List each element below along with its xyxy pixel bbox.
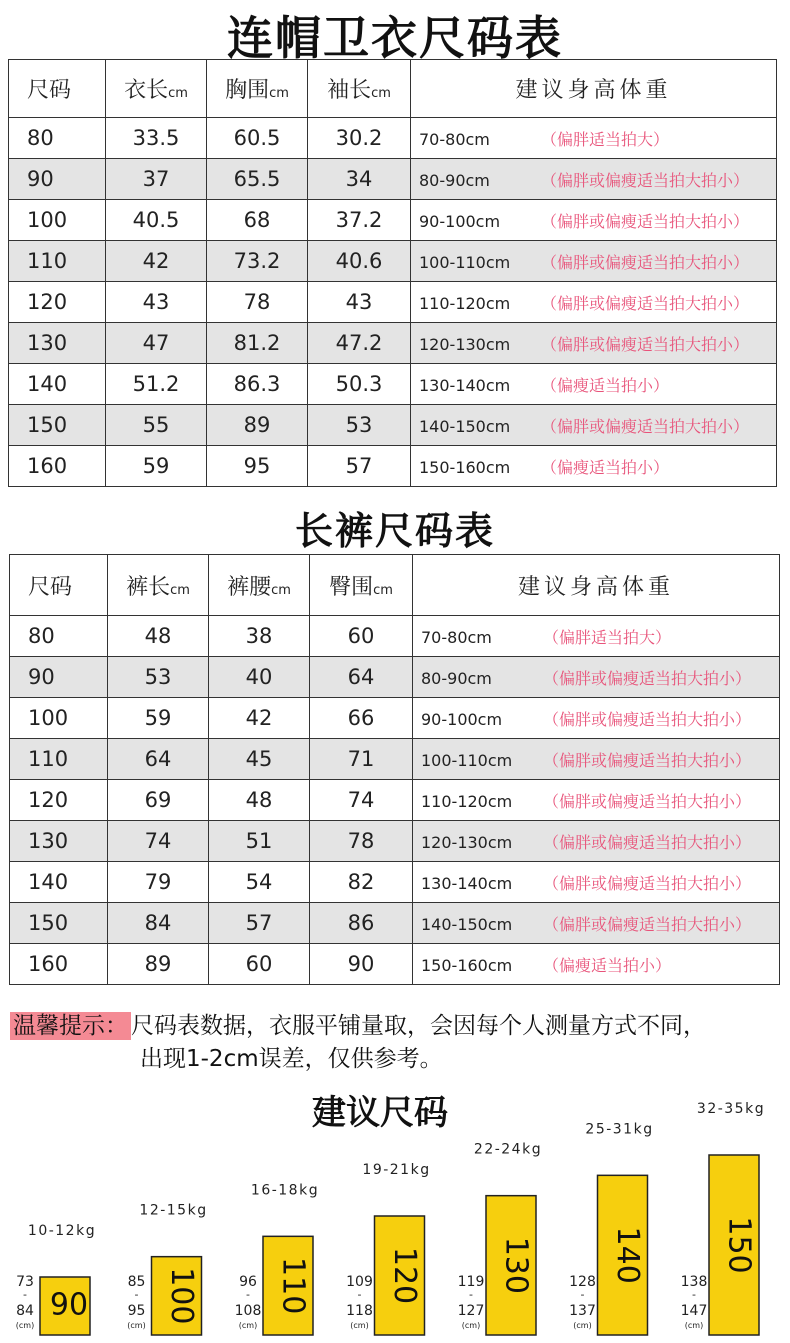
hoodie-value-chest: 73.2: [233, 249, 281, 273]
hoodie-value-length: 51.2: [132, 372, 180, 396]
pants-cell-length: [108, 944, 209, 985]
pants-value-size: 120: [28, 788, 69, 812]
height-max-label: 118: [346, 1303, 373, 1319]
height-min-label: 96: [239, 1274, 257, 1290]
hoodie-value-chest: 89: [243, 413, 271, 437]
height-dash: -: [580, 1288, 585, 1301]
hoodie-header-label: 衣长: [124, 78, 169, 103]
pants-value-size: 160: [28, 952, 69, 976]
hoodie-cell-recommend: [411, 282, 777, 323]
height-unit-label: (cm): [350, 1321, 369, 1330]
pants-fit-note: （偏胖或偏瘦适当拍大拍小）: [543, 873, 752, 893]
pants-header-cell: [209, 555, 310, 616]
pants-value-waist: 42: [245, 706, 273, 730]
hoodie-fit-note: （偏瘦适当拍小）: [541, 457, 670, 477]
pants-value-waist: 45: [245, 747, 273, 771]
pants-cell-hip: [310, 862, 413, 903]
hoodie-fit-note: （偏胖适当拍大）: [541, 129, 670, 149]
pants-cell-waist: [209, 821, 310, 862]
table-row: [9, 323, 777, 364]
height-dash: -: [23, 1288, 27, 1301]
pants-header-label: 臀围: [329, 574, 374, 600]
table-row: [10, 698, 780, 739]
pants-cell-waist: [209, 903, 310, 944]
size-bar-label: 120: [387, 1246, 422, 1305]
pants-cell-hip: [310, 739, 413, 780]
hoodie-value-sleeve: 53: [345, 413, 373, 437]
pants-cell-recommend: [413, 903, 780, 944]
pants-cell-recommend: [413, 944, 780, 985]
pants-cell-waist: [209, 944, 310, 985]
pants-height-range: 100-110cm: [421, 750, 513, 770]
hoodie-fit-note: （偏胖或偏瘦适当拍大拍小）: [541, 416, 750, 436]
height-min-label: 128: [569, 1274, 596, 1290]
pants-header-unit: cm: [170, 582, 190, 598]
pants-fit-note: （偏胖或偏瘦适当拍大拍小）: [543, 668, 752, 688]
pants-cell-size: [10, 821, 108, 862]
table-row: [10, 821, 780, 862]
weight-label: 10-12kg: [27, 1223, 97, 1239]
pants-fit-note: （偏胖或偏瘦适当拍大拍小）: [543, 791, 752, 811]
hoodie-size-table: [8, 59, 777, 487]
height-max-label: 147: [680, 1303, 708, 1319]
pants-height-range: 70-80cm: [421, 627, 492, 647]
pants-value-hip: 74: [347, 788, 375, 812]
hoodie-cell-size: [9, 364, 106, 405]
pants-value-hip: 78: [347, 829, 375, 853]
hoodie-size-chart-title: 连帽卫衣尺码表: [227, 11, 563, 65]
pants-fit-note: （偏瘦适当拍小）: [543, 955, 672, 975]
hoodie-height-range: 90-100cm: [419, 211, 501, 231]
hoodie-value-sleeve: 47.2: [335, 331, 383, 355]
hoodie-cell-length: [106, 200, 207, 241]
pants-value-hip: 64: [347, 665, 375, 689]
recommended-size-chart: [0, 1080, 790, 1343]
hoodie-cell-sleeve: [308, 364, 411, 405]
hoodie-cell-chest: [207, 405, 308, 446]
pants-value-hip: 90: [347, 952, 375, 976]
hoodie-value-size: 150: [27, 413, 68, 437]
pants-cell-length: [108, 657, 209, 698]
hoodie-cell-length: [106, 282, 207, 323]
pants-value-size: 140: [28, 870, 69, 894]
table-row: [9, 200, 777, 241]
pants-header-label: 尺码: [28, 574, 73, 600]
pants-size-chart-title: 长裤尺码表: [294, 509, 495, 553]
pants-header-row: [10, 555, 780, 616]
hoodie-cell-chest: [207, 159, 308, 200]
size-bar-label: 130: [498, 1236, 534, 1294]
height-unit-label: (cm): [127, 1321, 146, 1330]
pants-header-cell: [10, 555, 108, 616]
pants-value-waist: 40: [245, 665, 273, 689]
pants-cell-size: [10, 616, 108, 657]
hoodie-value-sleeve: 37.2: [335, 208, 383, 232]
pants-height-range: 150-160cm: [421, 955, 513, 975]
weight-label: 12-15kg: [139, 1202, 208, 1219]
pants-value-waist: 60: [245, 952, 273, 976]
hoodie-value-size: 110: [27, 249, 68, 273]
size-bar-label: 100: [164, 1267, 199, 1325]
hoodie-value-chest: 68: [243, 208, 271, 232]
hoodie-cell-length: [106, 159, 207, 200]
hoodie-cell-recommend: [411, 405, 777, 446]
hoodie-cell-length: [106, 405, 207, 446]
hoodie-value-chest: 95: [243, 454, 271, 478]
warm-tip-line-1: 尺码表数据，衣服平铺量取，会因每个人测量方式不同，: [131, 1013, 706, 1039]
hoodie-value-length: 47: [142, 331, 170, 355]
height-min-label: 138: [680, 1274, 708, 1290]
hoodie-cell-size: [9, 323, 106, 364]
pants-header-unit: cm: [373, 582, 393, 598]
pants-header-label: 裤腰: [227, 574, 272, 600]
hoodie-cell-size: [9, 446, 106, 487]
pants-cell-hip: [310, 657, 413, 698]
pants-value-length: 89: [144, 952, 172, 976]
height-unit-label: (cm): [15, 1321, 35, 1330]
pants-value-waist: 57: [245, 911, 273, 935]
pants-cell-size: [10, 780, 108, 821]
hoodie-cell-recommend: [411, 118, 777, 159]
hoodie-value-chest: 65.5: [233, 167, 281, 191]
pants-header-label: 裤长: [126, 574, 171, 600]
hoodie-cell-length: [106, 446, 207, 487]
hoodie-value-sleeve: 57: [345, 454, 373, 478]
hoodie-cell-chest: [207, 364, 308, 405]
table-row: [10, 862, 780, 903]
hoodie-cell-length: [106, 241, 207, 282]
pants-header-unit: cm: [271, 582, 291, 598]
hoodie-header-cell: [207, 60, 308, 118]
hoodie-header-cell: [106, 60, 207, 118]
pants-cell-size: [10, 698, 108, 739]
height-dash: -: [692, 1288, 696, 1301]
hoodie-cell-chest: [207, 118, 308, 159]
pants-value-size: 130: [28, 829, 69, 853]
pants-cell-hip: [310, 903, 413, 944]
height-max-label: 127: [457, 1303, 485, 1319]
hoodie-cell-sleeve: [308, 405, 411, 446]
hoodie-value-length: 37: [142, 167, 170, 191]
pants-value-length: 69: [144, 788, 172, 812]
hoodie-fit-note: （偏胖或偏瘦适当拍大拍小）: [541, 170, 750, 190]
warm-tip-line-2: 出现1-2cm误差，仅供参考。: [140, 1046, 443, 1072]
hoodie-value-length: 43: [142, 290, 170, 314]
hoodie-height-range: 100-110cm: [419, 252, 511, 272]
hoodie-cell-chest: [207, 446, 308, 487]
pants-height-range: 90-100cm: [421, 709, 503, 729]
hoodie-value-chest: 60.5: [233, 126, 281, 150]
hoodie-value-sleeve: 50.3: [335, 372, 383, 396]
pants-header-cell: [310, 555, 413, 616]
hoodie-header-unit: cm: [371, 86, 391, 101]
pants-header-cell: [413, 555, 780, 616]
hoodie-cell-sleeve: [308, 323, 411, 364]
hoodie-value-chest: 81.2: [233, 331, 281, 355]
pants-height-range: 120-130cm: [421, 832, 513, 852]
hoodie-cell-length: [106, 364, 207, 405]
table-row: [10, 903, 780, 944]
hoodie-cell-size: [9, 282, 106, 323]
hoodie-cell-size: [9, 118, 106, 159]
hoodie-cell-recommend: [411, 159, 777, 200]
pants-height-range: 130-140cm: [421, 873, 513, 893]
pants-cell-waist: [209, 780, 310, 821]
pants-value-length: 84: [144, 911, 172, 935]
hoodie-height-range: 140-150cm: [419, 416, 511, 436]
height-unit-label: (cm): [573, 1321, 592, 1330]
hoodie-value-size: 160: [27, 454, 68, 478]
pants-cell-recommend: [413, 698, 780, 739]
pants-cell-length: [108, 821, 209, 862]
hoodie-cell-recommend: [411, 200, 777, 241]
hoodie-cell-recommend: [411, 364, 777, 405]
weight-label: 25-31kg: [585, 1121, 654, 1138]
hoodie-value-length: 40.5: [132, 208, 180, 232]
pants-value-hip: 66: [347, 706, 375, 730]
table-row: [9, 159, 777, 200]
pants-cell-length: [108, 698, 209, 739]
table-row: [10, 944, 780, 985]
weight-label: 19-21kg: [362, 1162, 431, 1178]
hoodie-value-size: 130: [27, 331, 68, 355]
pants-cell-length: [108, 780, 209, 821]
hoodie-cell-chest: [207, 323, 308, 364]
pants-value-size: 110: [28, 747, 69, 771]
table-row: [9, 405, 777, 446]
hoodie-header-cell: [9, 60, 106, 118]
pants-cell-length: [108, 739, 209, 780]
height-max-label: 84: [16, 1303, 34, 1319]
pants-cell-hip: [310, 616, 413, 657]
pants-value-hip: 86: [347, 911, 375, 935]
height-min-label: 109: [346, 1274, 373, 1290]
pants-cell-size: [10, 739, 108, 780]
height-min-label: 73: [16, 1274, 34, 1290]
pants-height-range: 80-90cm: [421, 668, 492, 688]
pants-height-range: 110-120cm: [421, 791, 513, 811]
hoodie-value-chest: 86.3: [233, 372, 281, 396]
hoodie-fit-note: （偏胖或偏瘦适当拍大拍小）: [541, 211, 750, 231]
hoodie-header-cell: [411, 60, 777, 118]
hoodie-height-range: 150-160cm: [419, 457, 511, 477]
hoodie-value-length: 59: [142, 454, 170, 478]
hoodie-height-range: 110-120cm: [419, 293, 511, 313]
hoodie-value-sleeve: 43: [345, 290, 373, 314]
hoodie-height-range: 120-130cm: [419, 334, 511, 354]
hoodie-value-size: 100: [27, 208, 68, 232]
hoodie-header-unit: cm: [168, 86, 188, 101]
pants-cell-recommend: [413, 739, 780, 780]
hoodie-fit-note: （偏胖或偏瘦适当拍大拍小）: [541, 293, 750, 313]
pants-fit-note: （偏胖或偏瘦适当拍大拍小）: [543, 709, 752, 729]
hoodie-value-sleeve: 34: [345, 167, 373, 191]
pants-value-length: 48: [144, 624, 172, 648]
height-dash: -: [357, 1288, 362, 1301]
hoodie-cell-sleeve: [308, 241, 411, 282]
table-row: [10, 739, 780, 780]
hoodie-value-sleeve: 30.2: [335, 126, 383, 150]
table-row: [10, 616, 780, 657]
hoodie-value-sleeve: 40.6: [335, 249, 383, 273]
height-max-label: 108: [234, 1303, 262, 1319]
hoodie-header-row: [9, 60, 777, 118]
table-row: [9, 364, 777, 405]
pants-cell-length: [108, 862, 209, 903]
table-row: [9, 241, 777, 282]
pants-cell-waist: [209, 616, 310, 657]
hoodie-cell-sleeve: [308, 159, 411, 200]
hoodie-header-label: 尺码: [27, 78, 72, 103]
pants-cell-hip: [310, 780, 413, 821]
pants-fit-note: （偏胖或偏瘦适当拍大拍小）: [543, 750, 752, 770]
hoodie-value-size: 80: [27, 126, 54, 150]
hoodie-cell-chest: [207, 282, 308, 323]
hoodie-header-label: 建议身高体重: [515, 78, 672, 103]
hoodie-cell-recommend: [411, 446, 777, 487]
pants-header-cell: [108, 555, 209, 616]
hoodie-value-size: 90: [27, 167, 54, 191]
pants-cell-hip: [310, 821, 413, 862]
table-row: [9, 282, 777, 323]
hoodie-cell-sleeve: [308, 118, 411, 159]
size-bar-label: 90: [49, 1287, 89, 1323]
pants-fit-note: （偏胖或偏瘦适当拍大拍小）: [543, 832, 752, 852]
pants-cell-size: [10, 657, 108, 698]
height-unit-label: (cm): [238, 1321, 258, 1330]
hoodie-cell-sleeve: [308, 446, 411, 487]
pants-value-length: 74: [144, 829, 172, 853]
pants-value-hip: 82: [347, 870, 375, 894]
size-bar-label: 110: [275, 1257, 311, 1315]
height-unit-label: (cm): [684, 1321, 704, 1330]
height-max-label: 137: [569, 1303, 596, 1319]
pants-value-hip: 60: [347, 624, 375, 648]
pants-cell-recommend: [413, 780, 780, 821]
hoodie-cell-chest: [207, 200, 308, 241]
hoodie-height-range: 130-140cm: [419, 375, 511, 395]
hoodie-cell-size: [9, 405, 106, 446]
pants-value-length: 79: [144, 870, 172, 894]
height-unit-label: (cm): [461, 1321, 481, 1330]
pants-cell-hip: [310, 698, 413, 739]
height-dash: -: [469, 1288, 473, 1301]
pants-height-range: 140-150cm: [421, 914, 513, 934]
hoodie-value-length: 42: [142, 249, 170, 273]
warm-tip: [10, 1010, 706, 1076]
pants-value-waist: 38: [245, 624, 273, 648]
hoodie-value-size: 120: [27, 290, 68, 314]
size-bar-label: 150: [721, 1216, 757, 1274]
hoodie-value-length: 33.5: [132, 126, 180, 150]
pants-value-length: 59: [144, 706, 172, 730]
hoodie-fit-note: （偏瘦适当拍小）: [541, 375, 670, 395]
pants-cell-waist: [209, 698, 310, 739]
pants-cell-recommend: [413, 657, 780, 698]
table-row: [9, 446, 777, 487]
pants-cell-size: [10, 903, 108, 944]
pants-cell-length: [108, 903, 209, 944]
hoodie-header-unit: cm: [269, 86, 289, 101]
hoodie-cell-length: [106, 118, 207, 159]
pants-value-hip: 71: [347, 747, 375, 771]
pants-fit-note: （偏胖或偏瘦适当拍大拍小）: [543, 914, 752, 934]
hoodie-cell-sleeve: [308, 282, 411, 323]
pants-value-size: 90: [28, 665, 55, 689]
pants-fit-note: （偏胖适当拍大）: [543, 627, 672, 647]
pants-value-length: 64: [144, 747, 172, 771]
weight-label: 32-35kg: [696, 1101, 766, 1117]
pants-value-size: 150: [28, 911, 69, 935]
pants-size-table: [9, 554, 780, 985]
hoodie-height-range: 70-80cm: [419, 129, 490, 149]
pants-value-waist: 54: [245, 870, 273, 894]
height-dash: -: [134, 1288, 139, 1301]
hoodie-cell-sleeve: [308, 200, 411, 241]
pants-cell-recommend: [413, 821, 780, 862]
hoodie-cell-size: [9, 200, 106, 241]
table-row: [9, 118, 777, 159]
hoodie-cell-size: [9, 241, 106, 282]
hoodie-cell-recommend: [411, 323, 777, 364]
height-dash: -: [246, 1288, 250, 1301]
pants-cell-recommend: [413, 616, 780, 657]
warm-tip-label: 温馨提示：: [10, 1012, 131, 1040]
hoodie-header-cell: [308, 60, 411, 118]
pants-cell-size: [10, 944, 108, 985]
hoodie-height-range: 80-90cm: [419, 170, 490, 190]
pants-cell-waist: [209, 657, 310, 698]
pants-cell-waist: [209, 862, 310, 903]
pants-value-length: 53: [144, 665, 172, 689]
pants-value-size: 80: [28, 624, 55, 648]
pants-cell-hip: [310, 944, 413, 985]
pants-value-waist: 51: [245, 829, 273, 853]
hoodie-cell-length: [106, 323, 207, 364]
pants-cell-length: [108, 616, 209, 657]
pants-cell-size: [10, 862, 108, 903]
hoodie-value-size: 140: [27, 372, 68, 396]
hoodie-cell-recommend: [411, 241, 777, 282]
table-row: [10, 780, 780, 821]
height-min-label: 119: [457, 1274, 485, 1290]
pants-header-label: 建议身高体重: [517, 574, 674, 600]
hoodie-fit-note: （偏胖或偏瘦适当拍大拍小）: [541, 334, 750, 354]
table-row: [10, 657, 780, 698]
pants-value-waist: 48: [245, 788, 273, 812]
pants-cell-waist: [209, 739, 310, 780]
hoodie-cell-chest: [207, 241, 308, 282]
recommended-size-title: 建议尺码: [312, 1093, 448, 1133]
hoodie-value-chest: 78: [243, 290, 271, 314]
hoodie-header-label: 胸围: [225, 78, 270, 103]
weight-label: 22-24kg: [473, 1141, 543, 1158]
height-min-label: 85: [127, 1274, 146, 1290]
hoodie-value-length: 55: [142, 413, 170, 437]
pants-value-size: 100: [28, 706, 69, 730]
hoodie-fit-note: （偏胖或偏瘦适当拍大拍小）: [541, 252, 750, 272]
pants-cell-recommend: [413, 862, 780, 903]
size-bar-label: 140: [610, 1226, 645, 1284]
hoodie-header-label: 袖长: [327, 78, 372, 103]
height-max-label: 95: [127, 1303, 146, 1319]
hoodie-cell-size: [9, 159, 106, 200]
weight-label: 16-18kg: [250, 1182, 320, 1199]
